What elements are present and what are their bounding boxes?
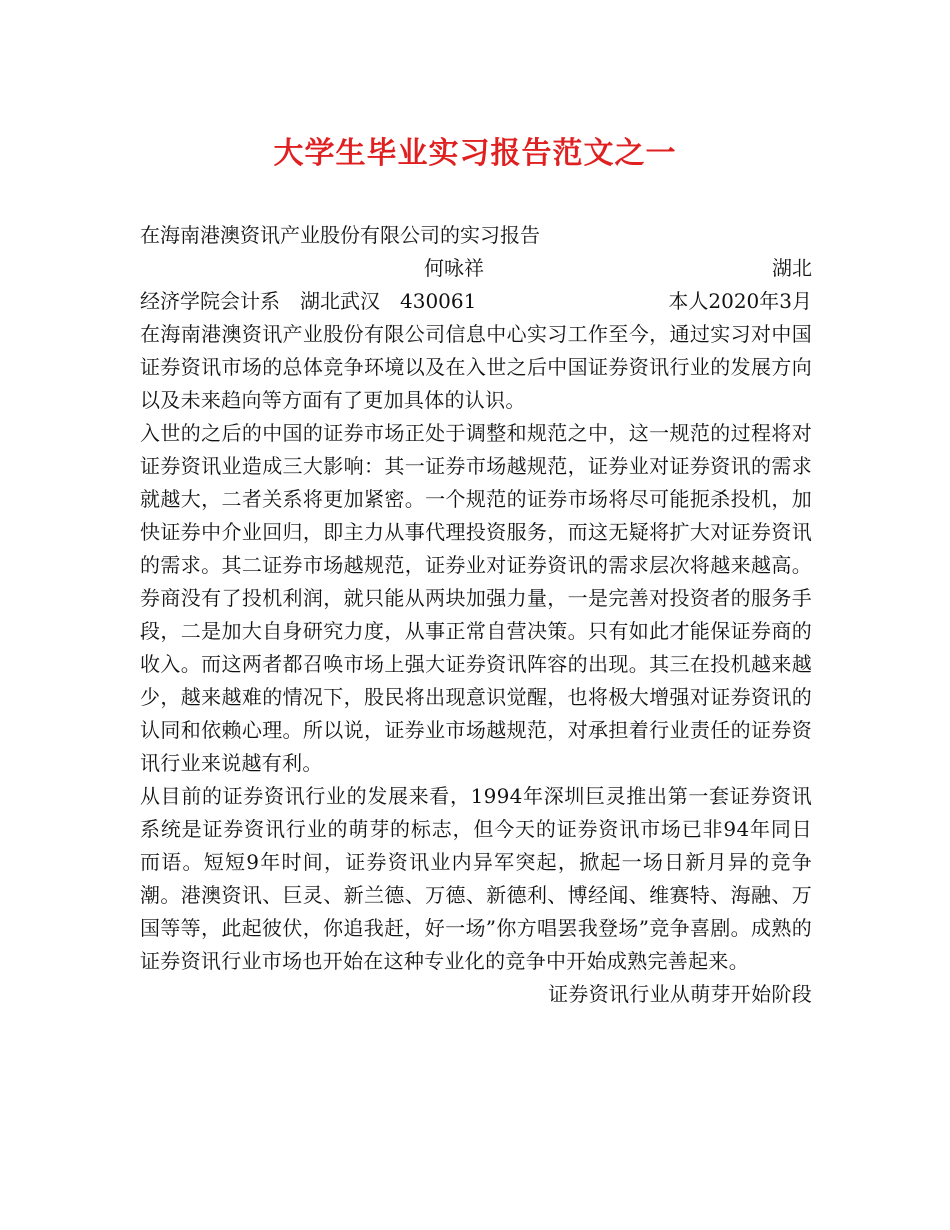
author-province: 湖北	[772, 256, 812, 280]
document-body	[140, 219, 812, 1011]
author-affiliation: 经济学院会计系 湖北武汉 430061	[140, 289, 477, 313]
author-name: 何咏祥	[424, 256, 484, 280]
affiliation-line	[140, 285, 812, 318]
body-paragraph-1: 入世的之后的中国的证券市场正处于调整和规范之中，这一规范的过程将对证券资讯业造成三大影响：其一证券市场越规范，证券业对证券资讯的需求就越大，二者关系将更加紧密。一个规范的证券市场将尽可能扼杀投机，加快证券中介业回归，即主力从事代理投资服务，而这无疑将扩大对证券资讯的需求。其二证券市场越规范，证券业对证券资讯的需求层次将越来越高。券商没有了投机利润，就只能从两块加强力量，一是完善对投资者的服务手段，二是加大自身研究力度，从事正常自营决策。只有如此才能保证券商的收入。而这两者都召唤市场上强大证券资讯阵容的出现。其三在投机越来越少，越来越难的情况下，股民将出现意识觉醒，也将极大增强对证券资讯的认同和依赖心理。所以说，证券业市场越规范，对承担着行业责任的证券资讯行业来说越有利。	[140, 421, 812, 775]
body-paragraph-2	[140, 780, 812, 1006]
body-paragraph-2-text: 从目前的证券资讯行业的发展来看，1994年深圳巨灵推出第一套证券资讯系统是证券资讯行业的萌芽的标志，但今天的证券资讯市场已非94年同日而语。短短9年时间，证券资讯业内异军突起，掀起一场日新月异的竞争潮。港澳资讯、巨灵、新兰德、万德、新德利、博经闻、维赛特、海融、万国等等，此起彼伏，你追我赶，好一场”你方唱罢我登场”竞争喜剧。成熟的证券资讯行业市场也开始在这种专业化的竞争中开始成熟完善起来。	[140, 784, 812, 973]
report-date: 本人2020年3月	[668, 289, 812, 313]
report-subtitle: 在海南港澳资讯产业股份有限公司的实习报告	[140, 223, 540, 247]
intro-paragraph: 在海南港澳资讯产业股份有限公司信息中心实习工作至今，通过实习对中国证券资讯市场的总体竞争环境以及在入世之后中国证券资讯行业的发展方向以及未来趋向等方面有了更加具体的认识。	[140, 322, 812, 412]
subtitle-line	[140, 219, 812, 252]
body-paragraph-3-start: 证券资讯行业从萌芽开始阶段	[548, 982, 812, 1006]
document-title: 大学生毕业实习报告范文之一	[273, 136, 677, 171]
author-line	[140, 252, 812, 285]
